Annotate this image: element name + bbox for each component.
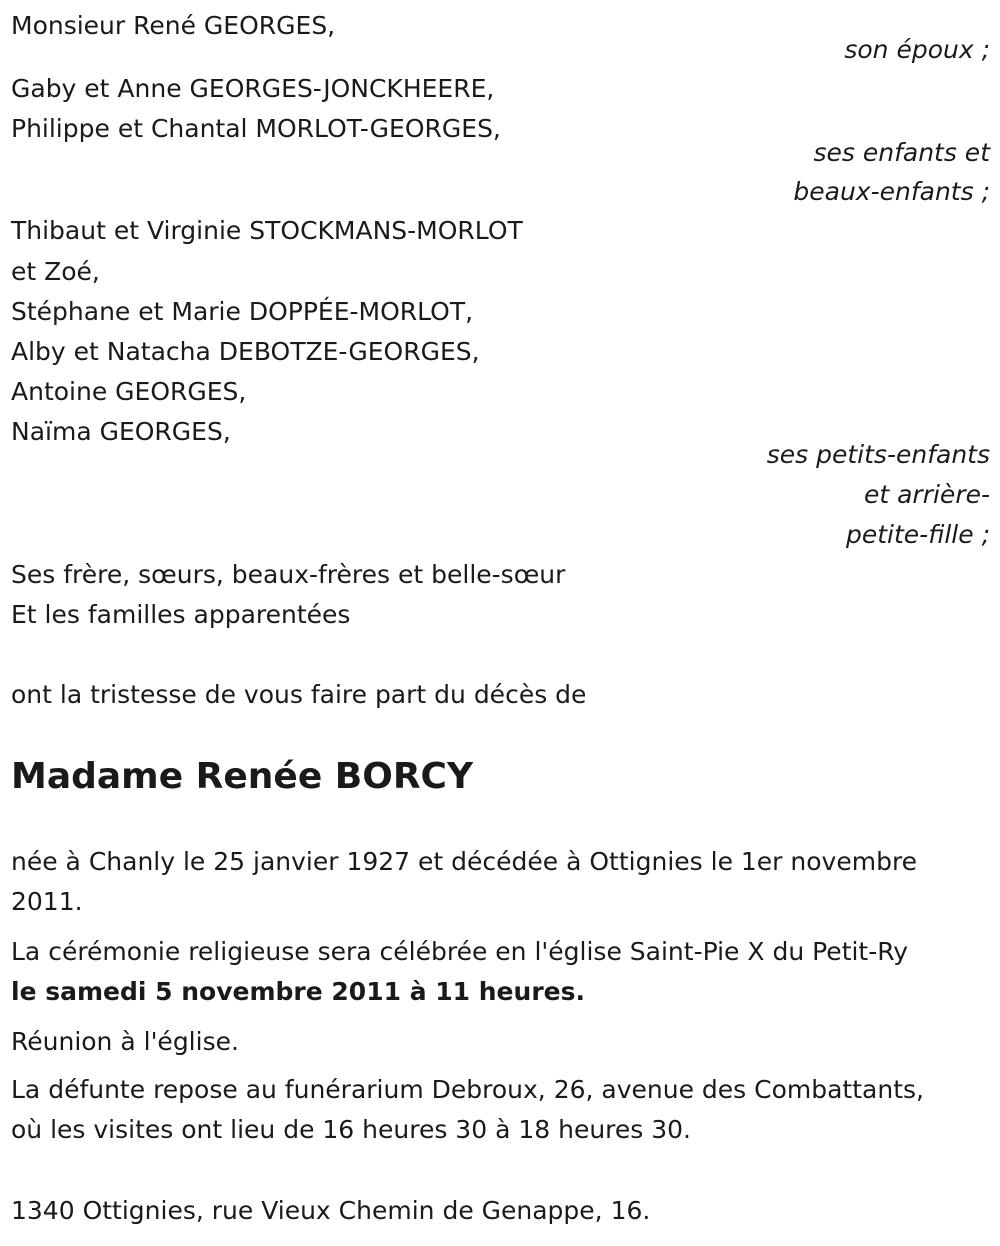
deceased-name: Madame Renée BORCY [11, 756, 474, 797]
intro-text: ont la tristesse de vous faire part du décès de [11, 680, 587, 709]
children-role-line: ses enfants et [813, 138, 990, 167]
ceremony-date: le samedi 5 novembre 2011 à 11 heures. [11, 977, 585, 1006]
grandchildren-role-line: ses petits-enfants [766, 440, 990, 469]
meeting-text: Réunion à l'église. [11, 1027, 239, 1056]
funeral-home-line: La défunte repose au funérarium Debroux, 26, avenue des Combattants, [11, 1075, 924, 1104]
birth-death-line: née à Chanly le 25 janvier 1927 et décédée à Ottignies le 1er novembre [11, 847, 918, 876]
grandchild-line: Antoine GEORGES, [11, 377, 247, 406]
address: 1340 Ottignies, rue Vieux Chemin de Genappe, 16. [11, 1196, 651, 1225]
grandchild-line: Naïma GEORGES, [11, 417, 231, 446]
children-role-line: beaux-enfants ; [793, 177, 990, 206]
grandchild-line: Thibaut et Virginie STOCKMANS-MORLOT [11, 216, 523, 245]
grandchildren-role-line: et arrière- [863, 480, 990, 509]
grandchild-line: Stéphane et Marie DOPPÉE-MORLOT, [11, 297, 474, 326]
spouse-name: Monsieur René GEORGES, [11, 11, 336, 40]
birth-death-line: 2011. [11, 887, 83, 916]
spouse-role: son époux ; [844, 35, 990, 64]
siblings-line: Et les familles apparentées [11, 600, 351, 629]
child-line: Gaby et Anne GEORGES-JONCKHEERE, [11, 74, 495, 103]
child-line: Philippe et Chantal MORLOT-GEORGES, [11, 114, 501, 143]
funeral-home-line: où les visites ont lieu de 16 heures 30 à 18 heures 30. [11, 1115, 692, 1144]
siblings-line: Ses frère, sœurs, beaux-frères et belle-sœur [11, 560, 566, 589]
grandchildren-role-line: petite-fille ; [846, 520, 990, 549]
ceremony-text: La cérémonie religieuse sera célébrée en l'église Saint-Pie X du Petit-Ry [11, 937, 909, 966]
grandchild-line: et Zoé, [11, 257, 100, 286]
grandchild-line: Alby et Natacha DEBOTZE-GEORGES, [11, 337, 480, 366]
